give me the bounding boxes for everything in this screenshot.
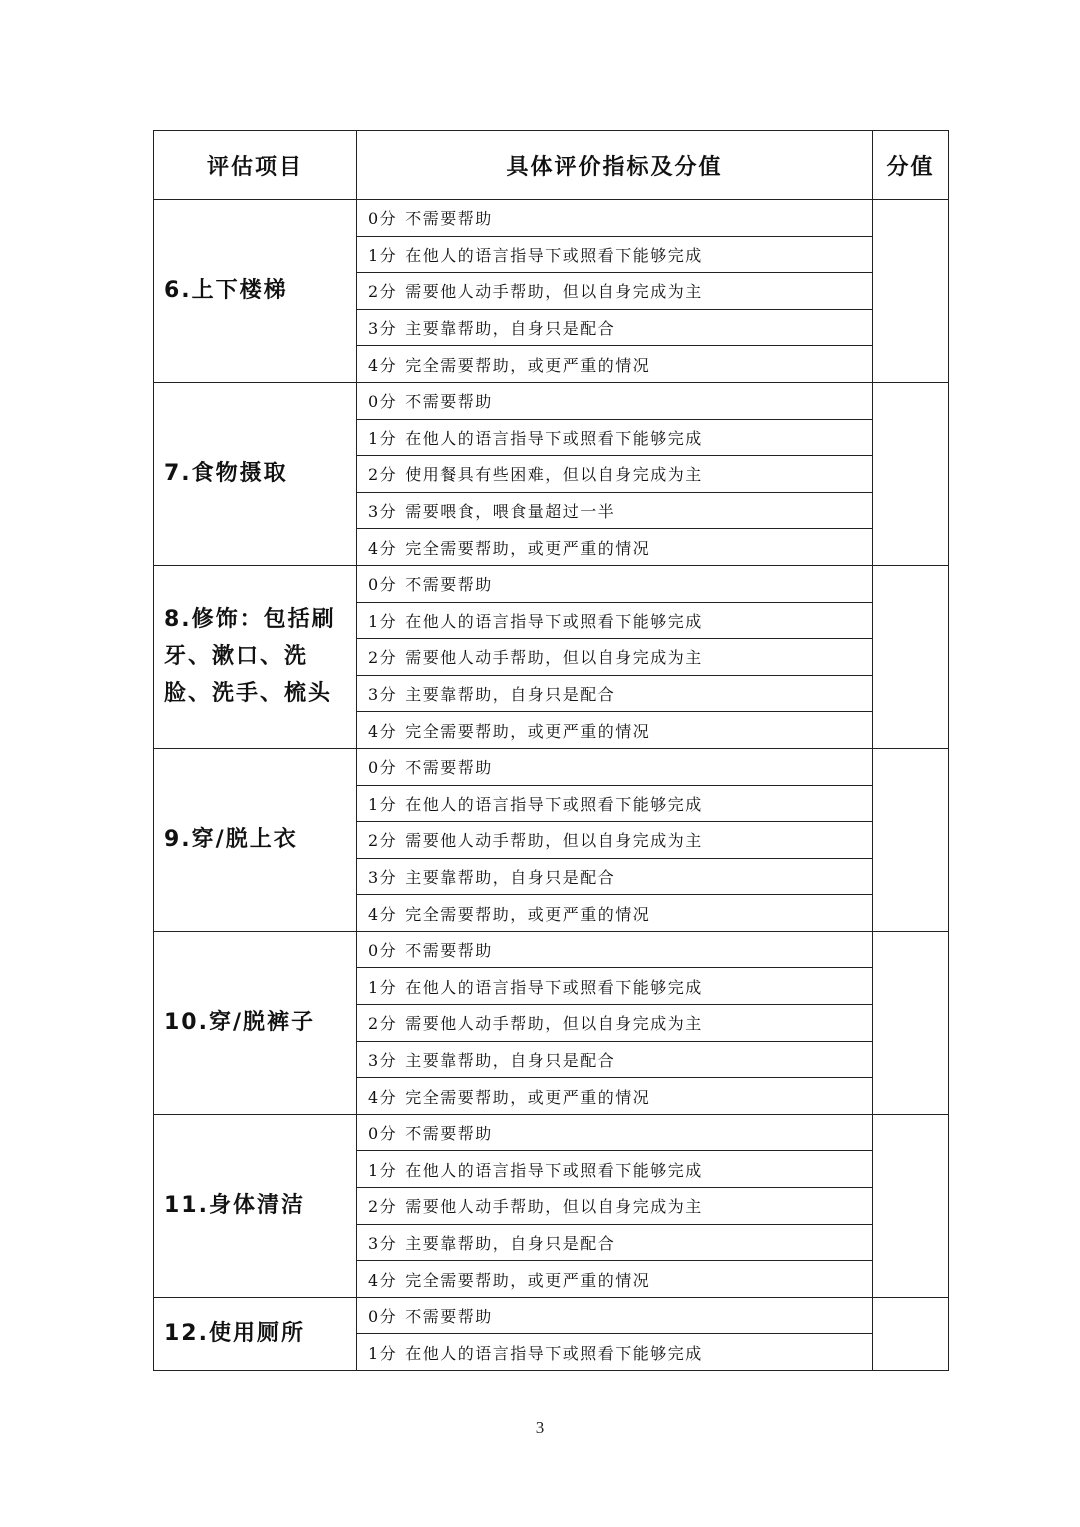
assessment-item-title: 12.使用厕所 bbox=[154, 1297, 357, 1370]
criterion-cell bbox=[357, 1224, 873, 1261]
assessment-item-title: 9.穿/脱上衣 bbox=[154, 748, 357, 931]
criterion-cell bbox=[357, 748, 873, 785]
criterion-points: 4分 bbox=[368, 355, 398, 375]
criterion-points: 2分 bbox=[368, 465, 398, 485]
criterion-cell bbox=[357, 456, 873, 493]
criterion-cell bbox=[357, 1078, 873, 1115]
criterion-points: 1分 bbox=[368, 428, 398, 448]
header-criteria: 具体评价指标及分值 bbox=[357, 131, 873, 200]
criterion-text: 主要靠帮助，自身只是配合 bbox=[405, 1233, 616, 1253]
table-row bbox=[154, 565, 949, 602]
criterion-text: 完全需要帮助，或更严重的情况 bbox=[405, 1270, 651, 1290]
criterion-cell bbox=[357, 639, 873, 676]
score-input-cell[interactable] bbox=[873, 565, 949, 748]
criterion-cell bbox=[357, 273, 873, 310]
assessment-item-title: 6.上下楼梯 bbox=[154, 200, 357, 383]
criterion-cell bbox=[357, 675, 873, 712]
score-input-cell[interactable] bbox=[873, 1297, 949, 1370]
assessment-table bbox=[153, 130, 949, 1371]
table-row bbox=[154, 931, 949, 968]
criterion-text: 需要他人动手帮助，但以自身完成为主 bbox=[405, 282, 703, 302]
criterion-cell bbox=[357, 931, 873, 968]
criterion-points: 1分 bbox=[368, 794, 398, 814]
criterion-text: 需要他人动手帮助，但以自身完成为主 bbox=[405, 1014, 703, 1034]
criterion-text: 需要他人动手帮助，但以自身完成为主 bbox=[405, 1197, 703, 1217]
criterion-text: 在他人的语言指导下或照看下能够完成 bbox=[405, 977, 703, 997]
criterion-text: 完全需要帮助，或更严重的情况 bbox=[405, 538, 651, 558]
criterion-cell bbox=[357, 822, 873, 859]
criterion-cell bbox=[357, 382, 873, 419]
criterion-text: 不需要帮助 bbox=[405, 575, 493, 595]
criterion-cell bbox=[357, 1334, 873, 1371]
criterion-cell bbox=[357, 529, 873, 566]
criterion-cell bbox=[357, 419, 873, 456]
criterion-points: 4分 bbox=[368, 721, 398, 741]
criterion-points: 0分 bbox=[368, 1124, 398, 1144]
criterion-points: 0分 bbox=[368, 941, 398, 961]
table-row bbox=[154, 382, 949, 419]
table-header-row bbox=[154, 131, 949, 200]
criterion-cell bbox=[357, 1005, 873, 1042]
criterion-points: 0分 bbox=[368, 209, 398, 229]
score-input-cell[interactable] bbox=[873, 931, 949, 1114]
criterion-points: 1分 bbox=[368, 245, 398, 265]
criterion-cell bbox=[357, 200, 873, 237]
criterion-text: 完全需要帮助，或更严重的情况 bbox=[405, 904, 651, 924]
score-input-cell[interactable] bbox=[873, 200, 949, 383]
criterion-cell bbox=[357, 1114, 873, 1151]
criterion-text: 需要喂食，喂食量超过一半 bbox=[405, 502, 616, 522]
header-item: 评估项目 bbox=[154, 131, 357, 200]
criterion-text: 完全需要帮助，或更严重的情况 bbox=[405, 355, 651, 375]
criterion-points: 2分 bbox=[368, 1197, 398, 1217]
criterion-text: 不需要帮助 bbox=[405, 392, 493, 412]
criterion-points: 0分 bbox=[368, 758, 398, 778]
criterion-cell bbox=[357, 858, 873, 895]
table-row bbox=[154, 1114, 949, 1151]
criterion-text: 不需要帮助 bbox=[405, 941, 493, 961]
criterion-text: 需要他人动手帮助，但以自身完成为主 bbox=[405, 648, 703, 668]
criterion-text: 使用餐具有些困难，但以自身完成为主 bbox=[405, 465, 703, 485]
criterion-points: 0分 bbox=[368, 392, 398, 412]
criterion-cell bbox=[357, 1261, 873, 1298]
criterion-points: 2分 bbox=[368, 1014, 398, 1034]
criterion-text: 完全需要帮助，或更严重的情况 bbox=[405, 1087, 651, 1107]
criterion-points: 3分 bbox=[368, 502, 398, 522]
criterion-points: 3分 bbox=[368, 1233, 398, 1253]
criterion-text: 不需要帮助 bbox=[405, 1307, 493, 1327]
criterion-text: 主要靠帮助，自身只是配合 bbox=[405, 867, 616, 887]
criterion-text: 不需要帮助 bbox=[405, 758, 493, 778]
criterion-points: 3分 bbox=[368, 319, 398, 339]
criterion-cell bbox=[357, 236, 873, 273]
criterion-text: 在他人的语言指导下或照看下能够完成 bbox=[405, 245, 703, 265]
criterion-cell bbox=[357, 785, 873, 822]
criterion-cell bbox=[357, 1297, 873, 1334]
table-row bbox=[154, 748, 949, 785]
score-input-cell[interactable] bbox=[873, 1114, 949, 1297]
table-row bbox=[154, 1297, 949, 1334]
criterion-text: 主要靠帮助，自身只是配合 bbox=[405, 685, 616, 705]
assessment-item-title: 7.食物摄取 bbox=[154, 382, 357, 565]
criterion-points: 1分 bbox=[368, 1160, 398, 1180]
criterion-points: 0分 bbox=[368, 575, 398, 595]
criterion-points: 2分 bbox=[368, 648, 398, 668]
criterion-cell bbox=[357, 895, 873, 932]
table-body bbox=[154, 200, 949, 1371]
criterion-points: 1分 bbox=[368, 611, 398, 631]
criterion-points: 4分 bbox=[368, 538, 398, 558]
assessment-item-title: 11.身体清洁 bbox=[154, 1114, 357, 1297]
criterion-text: 不需要帮助 bbox=[405, 1124, 493, 1144]
criterion-points: 2分 bbox=[368, 282, 398, 302]
criterion-cell bbox=[357, 968, 873, 1005]
criterion-text: 在他人的语言指导下或照看下能够完成 bbox=[405, 794, 703, 814]
criterion-points: 4分 bbox=[368, 1087, 398, 1107]
criterion-cell bbox=[357, 602, 873, 639]
criterion-cell bbox=[357, 1041, 873, 1078]
score-input-cell[interactable] bbox=[873, 382, 949, 565]
criterion-points: 3分 bbox=[368, 1050, 398, 1070]
criterion-cell bbox=[357, 1188, 873, 1225]
criterion-cell bbox=[357, 309, 873, 346]
criterion-points: 1分 bbox=[368, 977, 398, 997]
criterion-points: 4分 bbox=[368, 904, 398, 924]
criterion-cell bbox=[357, 712, 873, 749]
criterion-text: 主要靠帮助，自身只是配合 bbox=[405, 319, 616, 339]
criterion-points: 1分 bbox=[368, 1343, 398, 1363]
criterion-points: 0分 bbox=[368, 1307, 398, 1327]
criterion-text: 不需要帮助 bbox=[405, 209, 493, 229]
criterion-text: 需要他人动手帮助，但以自身完成为主 bbox=[405, 831, 703, 851]
score-input-cell[interactable] bbox=[873, 748, 949, 931]
criterion-text: 在他人的语言指导下或照看下能够完成 bbox=[405, 1160, 703, 1180]
assessment-item-title: 10.穿/脱裤子 bbox=[154, 931, 357, 1114]
criterion-cell bbox=[357, 346, 873, 383]
page-number: 3 bbox=[535, 1418, 545, 1437]
criterion-cell bbox=[357, 565, 873, 602]
criterion-text: 完全需要帮助，或更严重的情况 bbox=[405, 721, 651, 741]
criterion-points: 3分 bbox=[368, 685, 398, 705]
table-row bbox=[154, 200, 949, 237]
criterion-text: 在他人的语言指导下或照看下能够完成 bbox=[405, 428, 703, 448]
header-score: 分值 bbox=[873, 131, 949, 200]
criterion-cell bbox=[357, 1151, 873, 1188]
criterion-text: 在他人的语言指导下或照看下能够完成 bbox=[405, 611, 703, 631]
criterion-points: 4分 bbox=[368, 1270, 398, 1290]
criterion-text: 在他人的语言指导下或照看下能够完成 bbox=[405, 1343, 703, 1363]
criterion-cell bbox=[357, 492, 873, 529]
assessment-item-title: 8.修饰：包括刷牙、漱口、洗脸、洗手、梳头 bbox=[154, 565, 357, 748]
criterion-points: 2分 bbox=[368, 831, 398, 851]
criterion-points: 3分 bbox=[368, 867, 398, 887]
criterion-text: 主要靠帮助，自身只是配合 bbox=[405, 1050, 616, 1070]
